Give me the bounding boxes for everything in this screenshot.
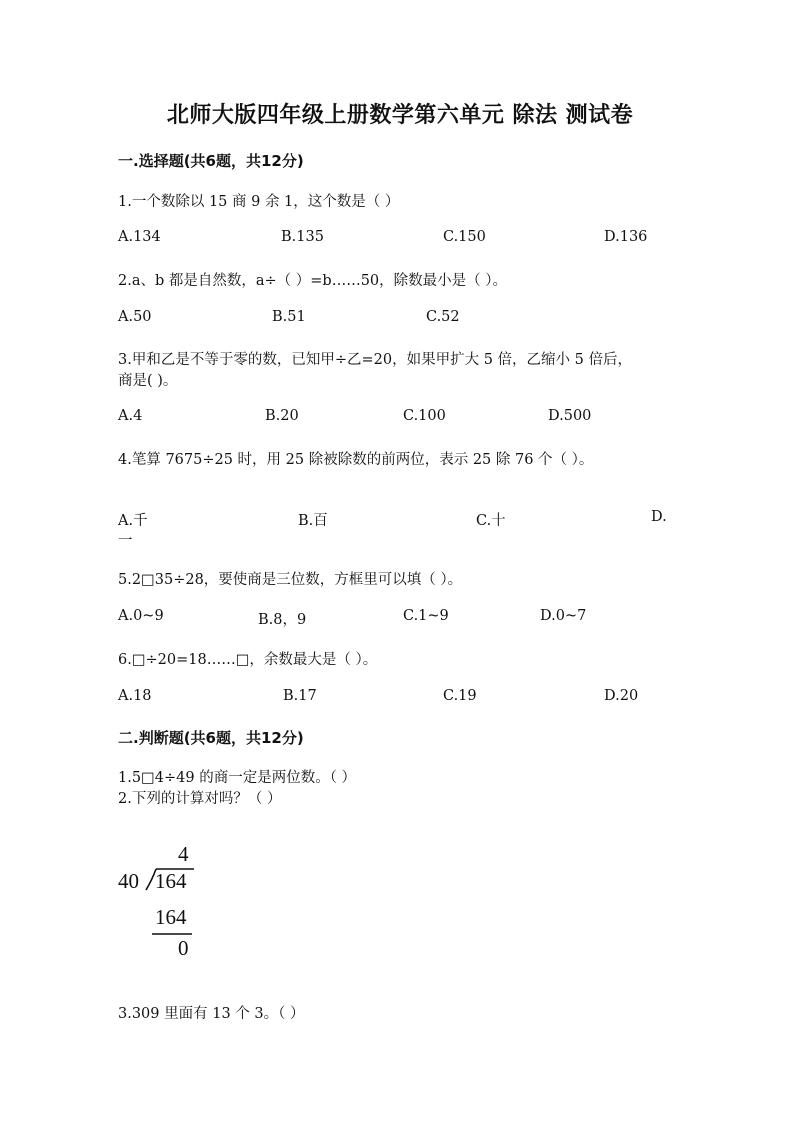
- option-3a: A.4: [118, 408, 143, 424]
- option-1d: D.136: [604, 229, 648, 245]
- question-6: 6.□÷20=18……□，余数最大是（ ）。: [118, 652, 378, 668]
- question-3-line2: 商是( )。: [118, 373, 178, 389]
- option-1a: A.134: [118, 229, 161, 245]
- dividend: 164: [155, 869, 187, 893]
- option-2b: B.51: [272, 309, 306, 325]
- option-4d: D.: [651, 509, 667, 525]
- option-5a: A.0~9: [118, 608, 164, 624]
- question-5: 5.2□35÷28，要使商是三位数，方框里可以填（ ）。: [118, 572, 463, 588]
- option-6a: A.18: [118, 688, 152, 704]
- option-4a: A.千: [118, 513, 148, 529]
- option-1c: C.150: [443, 229, 486, 245]
- option-4d-wrap: 一: [118, 533, 133, 549]
- long-division-figure: [118, 840, 228, 970]
- question-3: 3.甲和乙是不等于零的数，已知甲÷乙=20，如果甲扩大 5 倍，乙缩小 5 倍后，: [118, 352, 632, 368]
- option-4c: C.十: [476, 513, 506, 529]
- option-6d: D.20: [604, 688, 639, 704]
- judgment-1: 1.5□4÷49 的商一定是两位数。（ ）: [118, 770, 357, 786]
- option-2c: C.52: [426, 309, 460, 325]
- judgment-2: 2.下列的计算对吗？（ ）: [118, 791, 282, 807]
- judgment-3: 3.309 里面有 13 个 3。（ ）: [118, 1006, 305, 1022]
- option-3d: D.500: [548, 408, 592, 424]
- option-1b: B.135: [281, 229, 324, 245]
- question-4: 4.笔算 7675÷25 时，用 25 除被除数的前两位，表示 25 除 76 个（ ）。: [118, 452, 594, 468]
- remainder: 0: [178, 936, 189, 960]
- question-1: 1.一个数除以 15 商 9 余 1，这个数是（ ）: [118, 194, 400, 210]
- section-heading-judgment: 二.判断题(共6题，共12分): [118, 729, 304, 747]
- option-5c: C.1~9: [403, 608, 449, 624]
- product: 164: [155, 905, 187, 929]
- question-2: 2.a、b 都是自然数，a÷（ ）=b……50，除数最小是（ ）。: [118, 273, 508, 289]
- page-title: 北师大版四年级上册数学第六单元 除法 测试卷: [166, 103, 634, 128]
- divisor: 40: [118, 869, 139, 893]
- option-5d: D.0~7: [540, 608, 587, 624]
- option-3c: C.100: [403, 408, 446, 424]
- quotient: 4: [178, 842, 189, 866]
- option-2a: A.50: [118, 309, 152, 325]
- option-6b: B.17: [283, 688, 317, 704]
- option-3b: B.20: [265, 408, 299, 424]
- option-4b: B.百: [298, 513, 328, 529]
- option-6c: C.19: [443, 688, 477, 704]
- section-heading-choice: 一.选择题(共6题，共12分): [118, 152, 304, 170]
- option-5b: B.8，9: [258, 612, 307, 628]
